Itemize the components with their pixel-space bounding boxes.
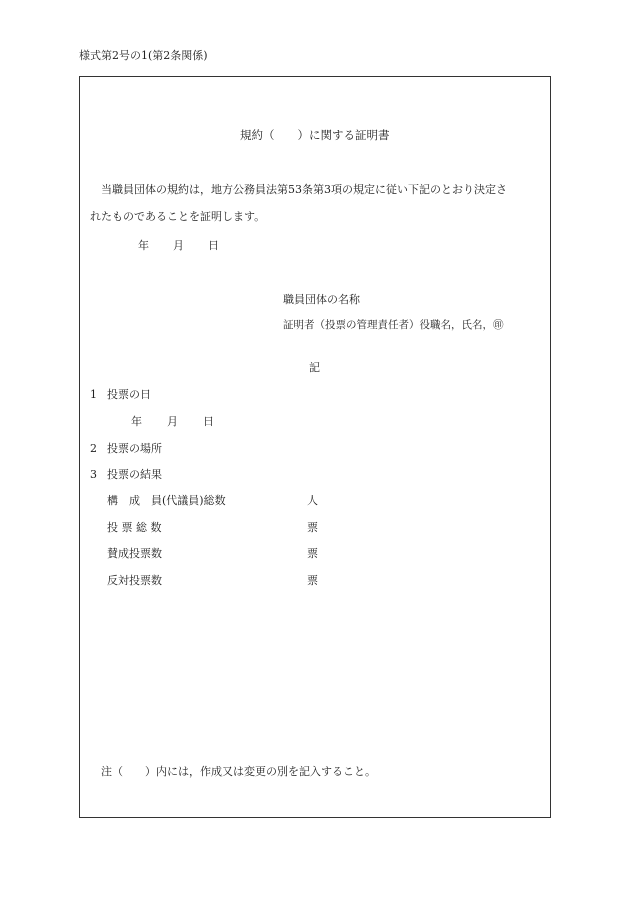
result-label-approve-votes: 賛成投票数 <box>107 547 162 560</box>
result-unit-total-votes: 票 <box>307 521 318 534</box>
date-month: 月 <box>173 239 184 252</box>
result-unit-oppose-votes: 票 <box>307 574 318 587</box>
item-1-number: 1 <box>90 388 97 401</box>
date-day: 日 <box>208 239 219 252</box>
item-1-day: 日 <box>203 415 214 428</box>
form-number: 様式第2号の1(第2条関係) <box>79 49 208 62</box>
result-label-oppose-votes: 反対投票数 <box>107 574 162 587</box>
item-1-month: 月 <box>167 415 178 428</box>
ki-label: 記 <box>309 361 320 374</box>
result-unit-members: 人 <box>307 494 318 507</box>
result-label-members: 構 成 員(代議員)総数 <box>107 494 226 507</box>
item-3-number: 3 <box>90 468 97 481</box>
result-label-total-votes: 投 票 総 数 <box>107 521 162 534</box>
item-3-label: 投票の結果 <box>107 468 162 481</box>
result-unit-approve-votes: 票 <box>307 547 318 560</box>
certifier-label: 証明者（投票の管理責任者）役職名，氏名，㊞ <box>283 319 504 331</box>
note-text: 注（ ）内には，作成又は変更の別を記入すること。 <box>101 765 376 778</box>
item-1-label: 投票の日 <box>107 388 151 401</box>
body-text-line-2: れたものであることを証明します。 <box>90 210 266 223</box>
date-year: 年 <box>138 239 149 252</box>
item-1-year: 年 <box>131 415 142 428</box>
item-2-number: 2 <box>90 442 97 455</box>
org-name-label: 職員団体の名称 <box>283 293 360 306</box>
item-2-label: 投票の場所 <box>107 442 162 455</box>
document-title: 規約（ ）に関する証明書 <box>240 128 390 142</box>
body-text-line-1: 当職員団体の規約は，地方公務員法第53条第3項の規定に従い下記のとおり決定さ <box>101 183 507 196</box>
